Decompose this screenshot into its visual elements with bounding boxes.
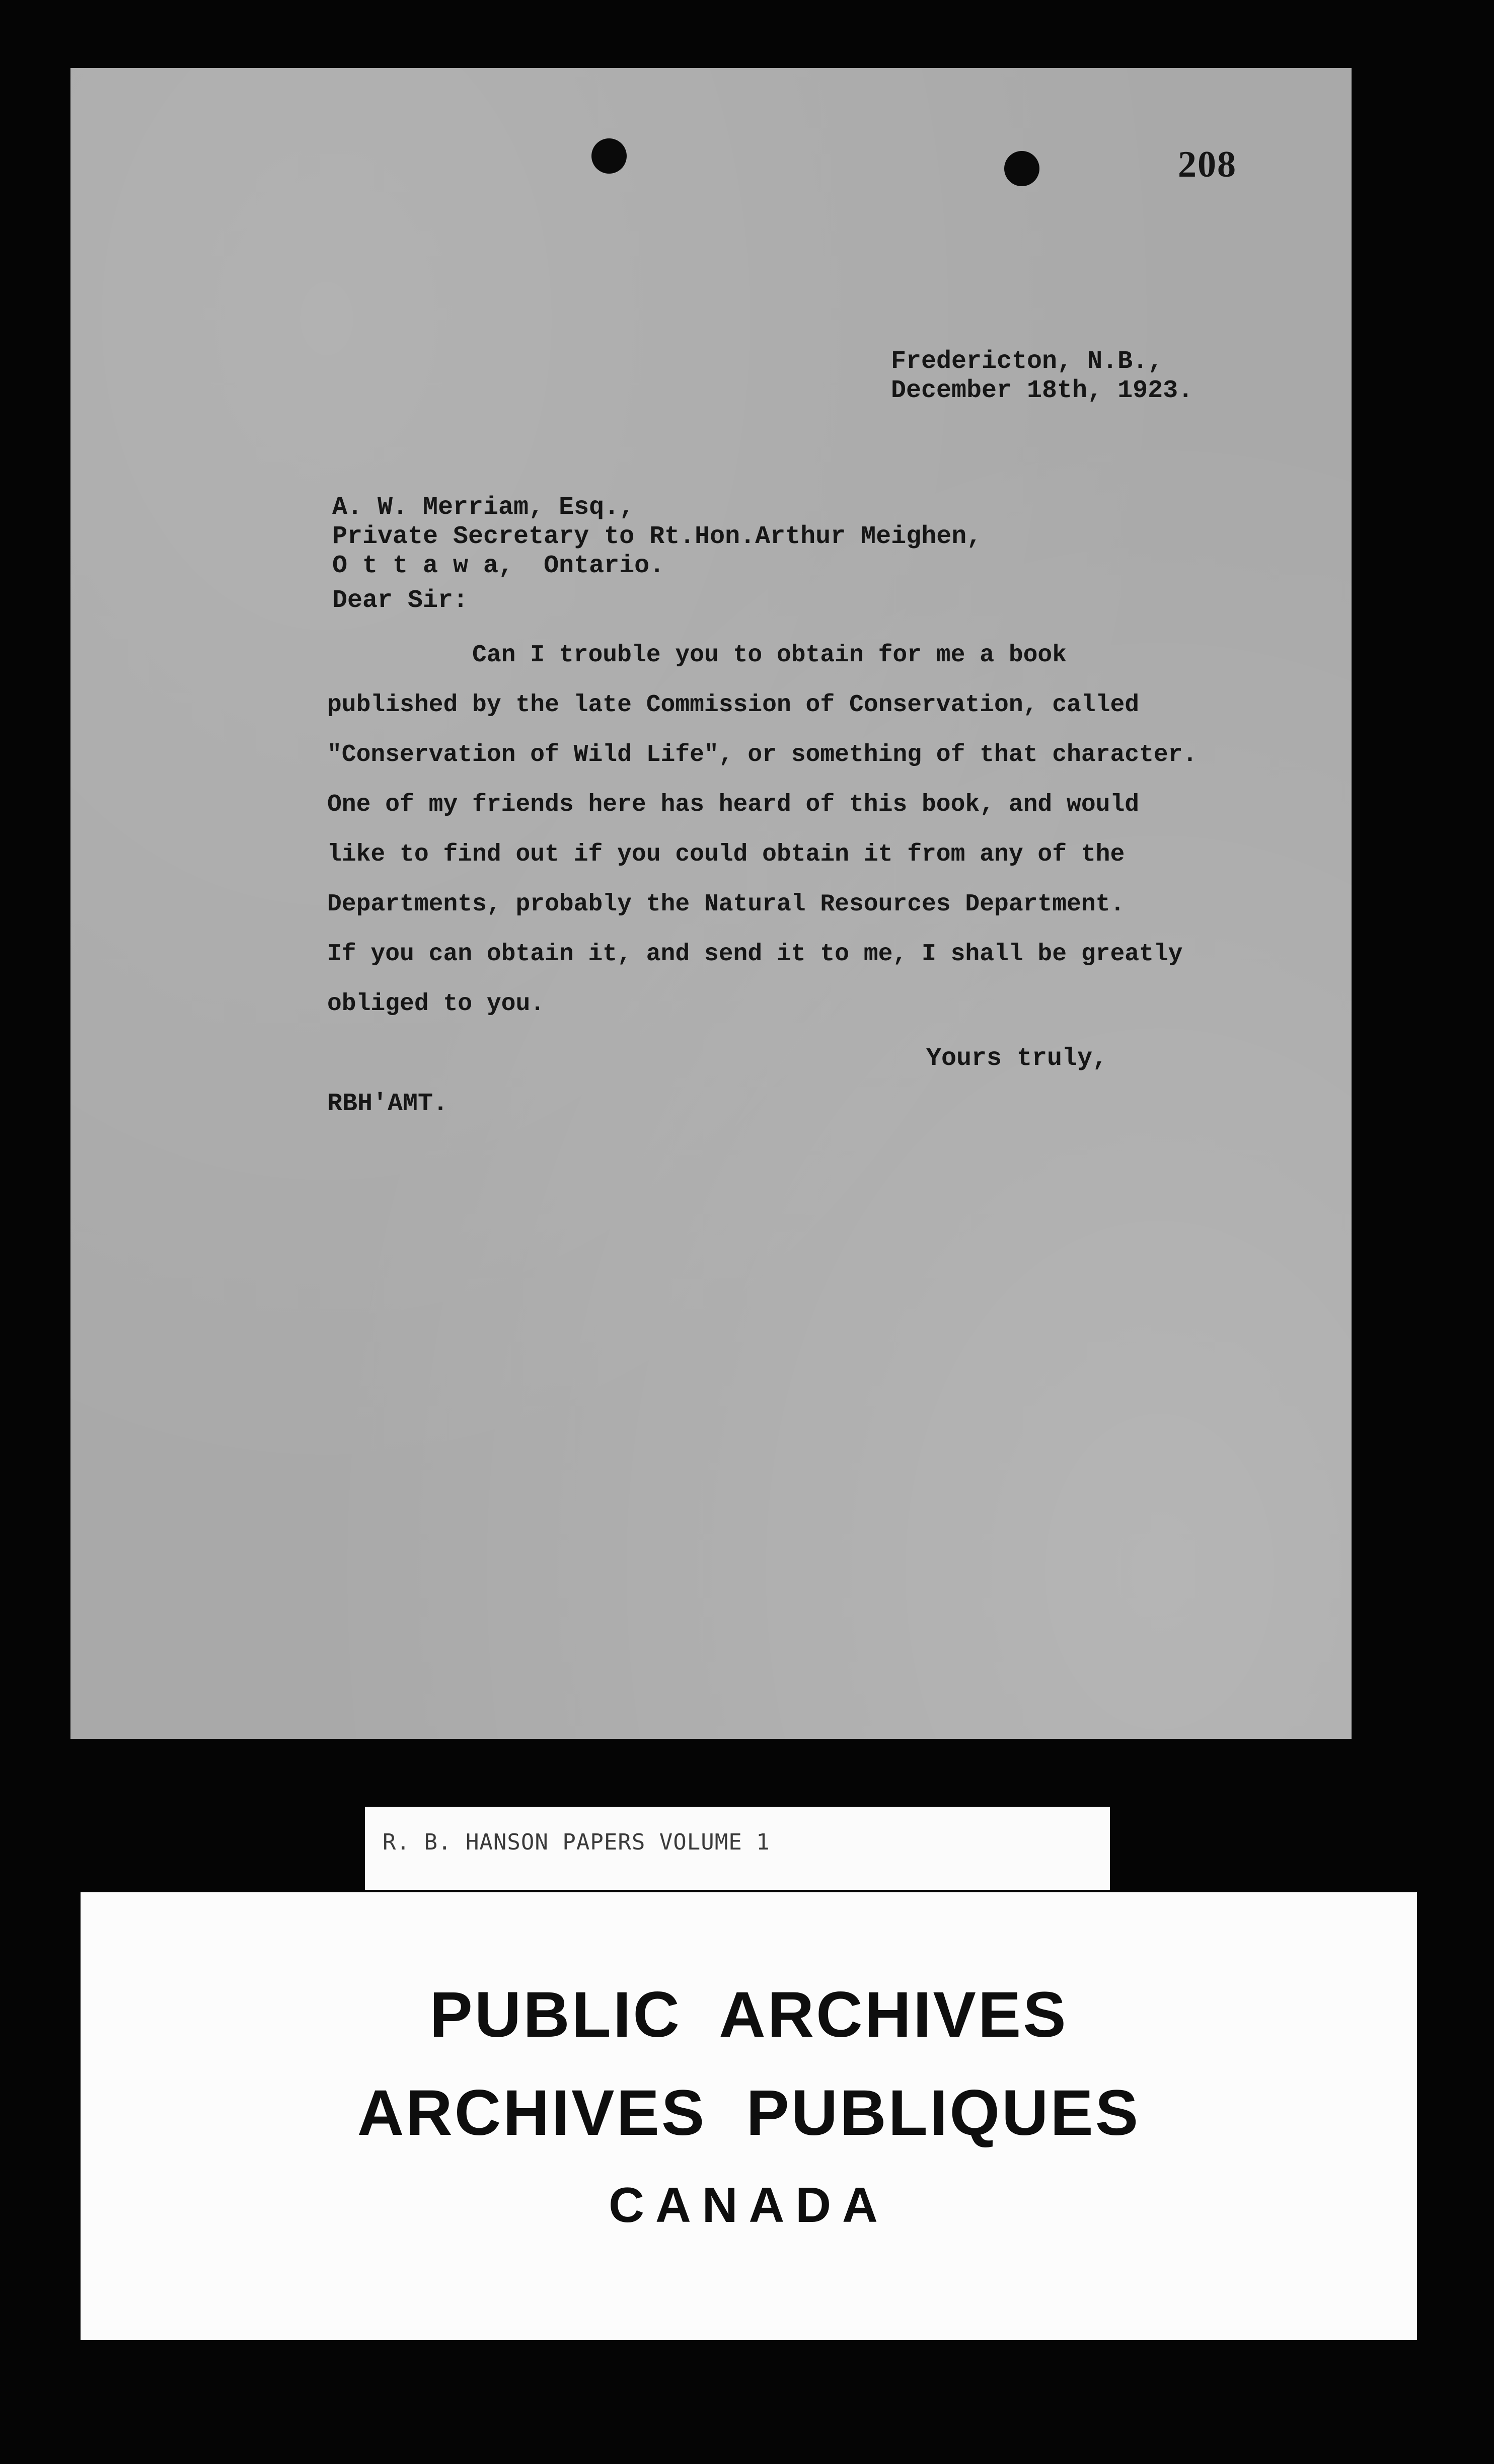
recipient-address: [332, 493, 982, 581]
volume-label: [365, 1807, 1110, 1890]
archives-country: CANADA: [609, 2177, 889, 2232]
closing: Yours truly,: [926, 1044, 1108, 1073]
archives-title-english: PUBLIC ARCHIVES: [429, 1979, 1068, 2051]
punch-hole: [591, 138, 627, 174]
date-place: Fredericton, N.B.,: [891, 347, 1163, 376]
body-line: Departments, probably the Natural Resources Department.: [327, 891, 1125, 918]
punch-hole: [1004, 151, 1039, 186]
letter-body: [327, 642, 1314, 1040]
body-line: obliged to you.: [327, 990, 545, 1018]
date-block: [891, 347, 1193, 406]
volume-label-text: R. B. HANSON PAPERS VOLUME 1: [383, 1829, 770, 1855]
body-line: If you can obtain it, and send it to me, I shall be greatly: [327, 941, 1183, 968]
body-line: published by the late Commission of Conservation, called: [327, 691, 1140, 719]
body-line: One of my friends here has heard of this book, and would: [327, 791, 1140, 818]
body-line: like to find out if you could obtain it from any of the: [327, 841, 1125, 868]
page-number: 208: [1178, 144, 1237, 185]
body-line: "Conservation of Wild Life", or something of that character.: [327, 741, 1198, 768]
letter-sheet: [70, 68, 1352, 1739]
date-line: December 18th, 1923.: [891, 376, 1193, 405]
recipient-line: O t t a w a, Ontario.: [332, 552, 665, 580]
typist-initials: RBH'AMT.: [327, 1090, 449, 1118]
salutation: Dear Sir:: [332, 586, 469, 615]
body-line: Can I trouble you to obtain for me a book: [327, 642, 1067, 669]
archives-card: [81, 1892, 1417, 2340]
recipient-line: Private Secretary to Rt.Hon.Arthur Meighen,: [332, 522, 982, 551]
recipient-line: A. W. Merriam, Esq.,: [332, 493, 635, 522]
archives-title-french: ARCHIVES PUBLIQUES: [357, 2077, 1141, 2149]
